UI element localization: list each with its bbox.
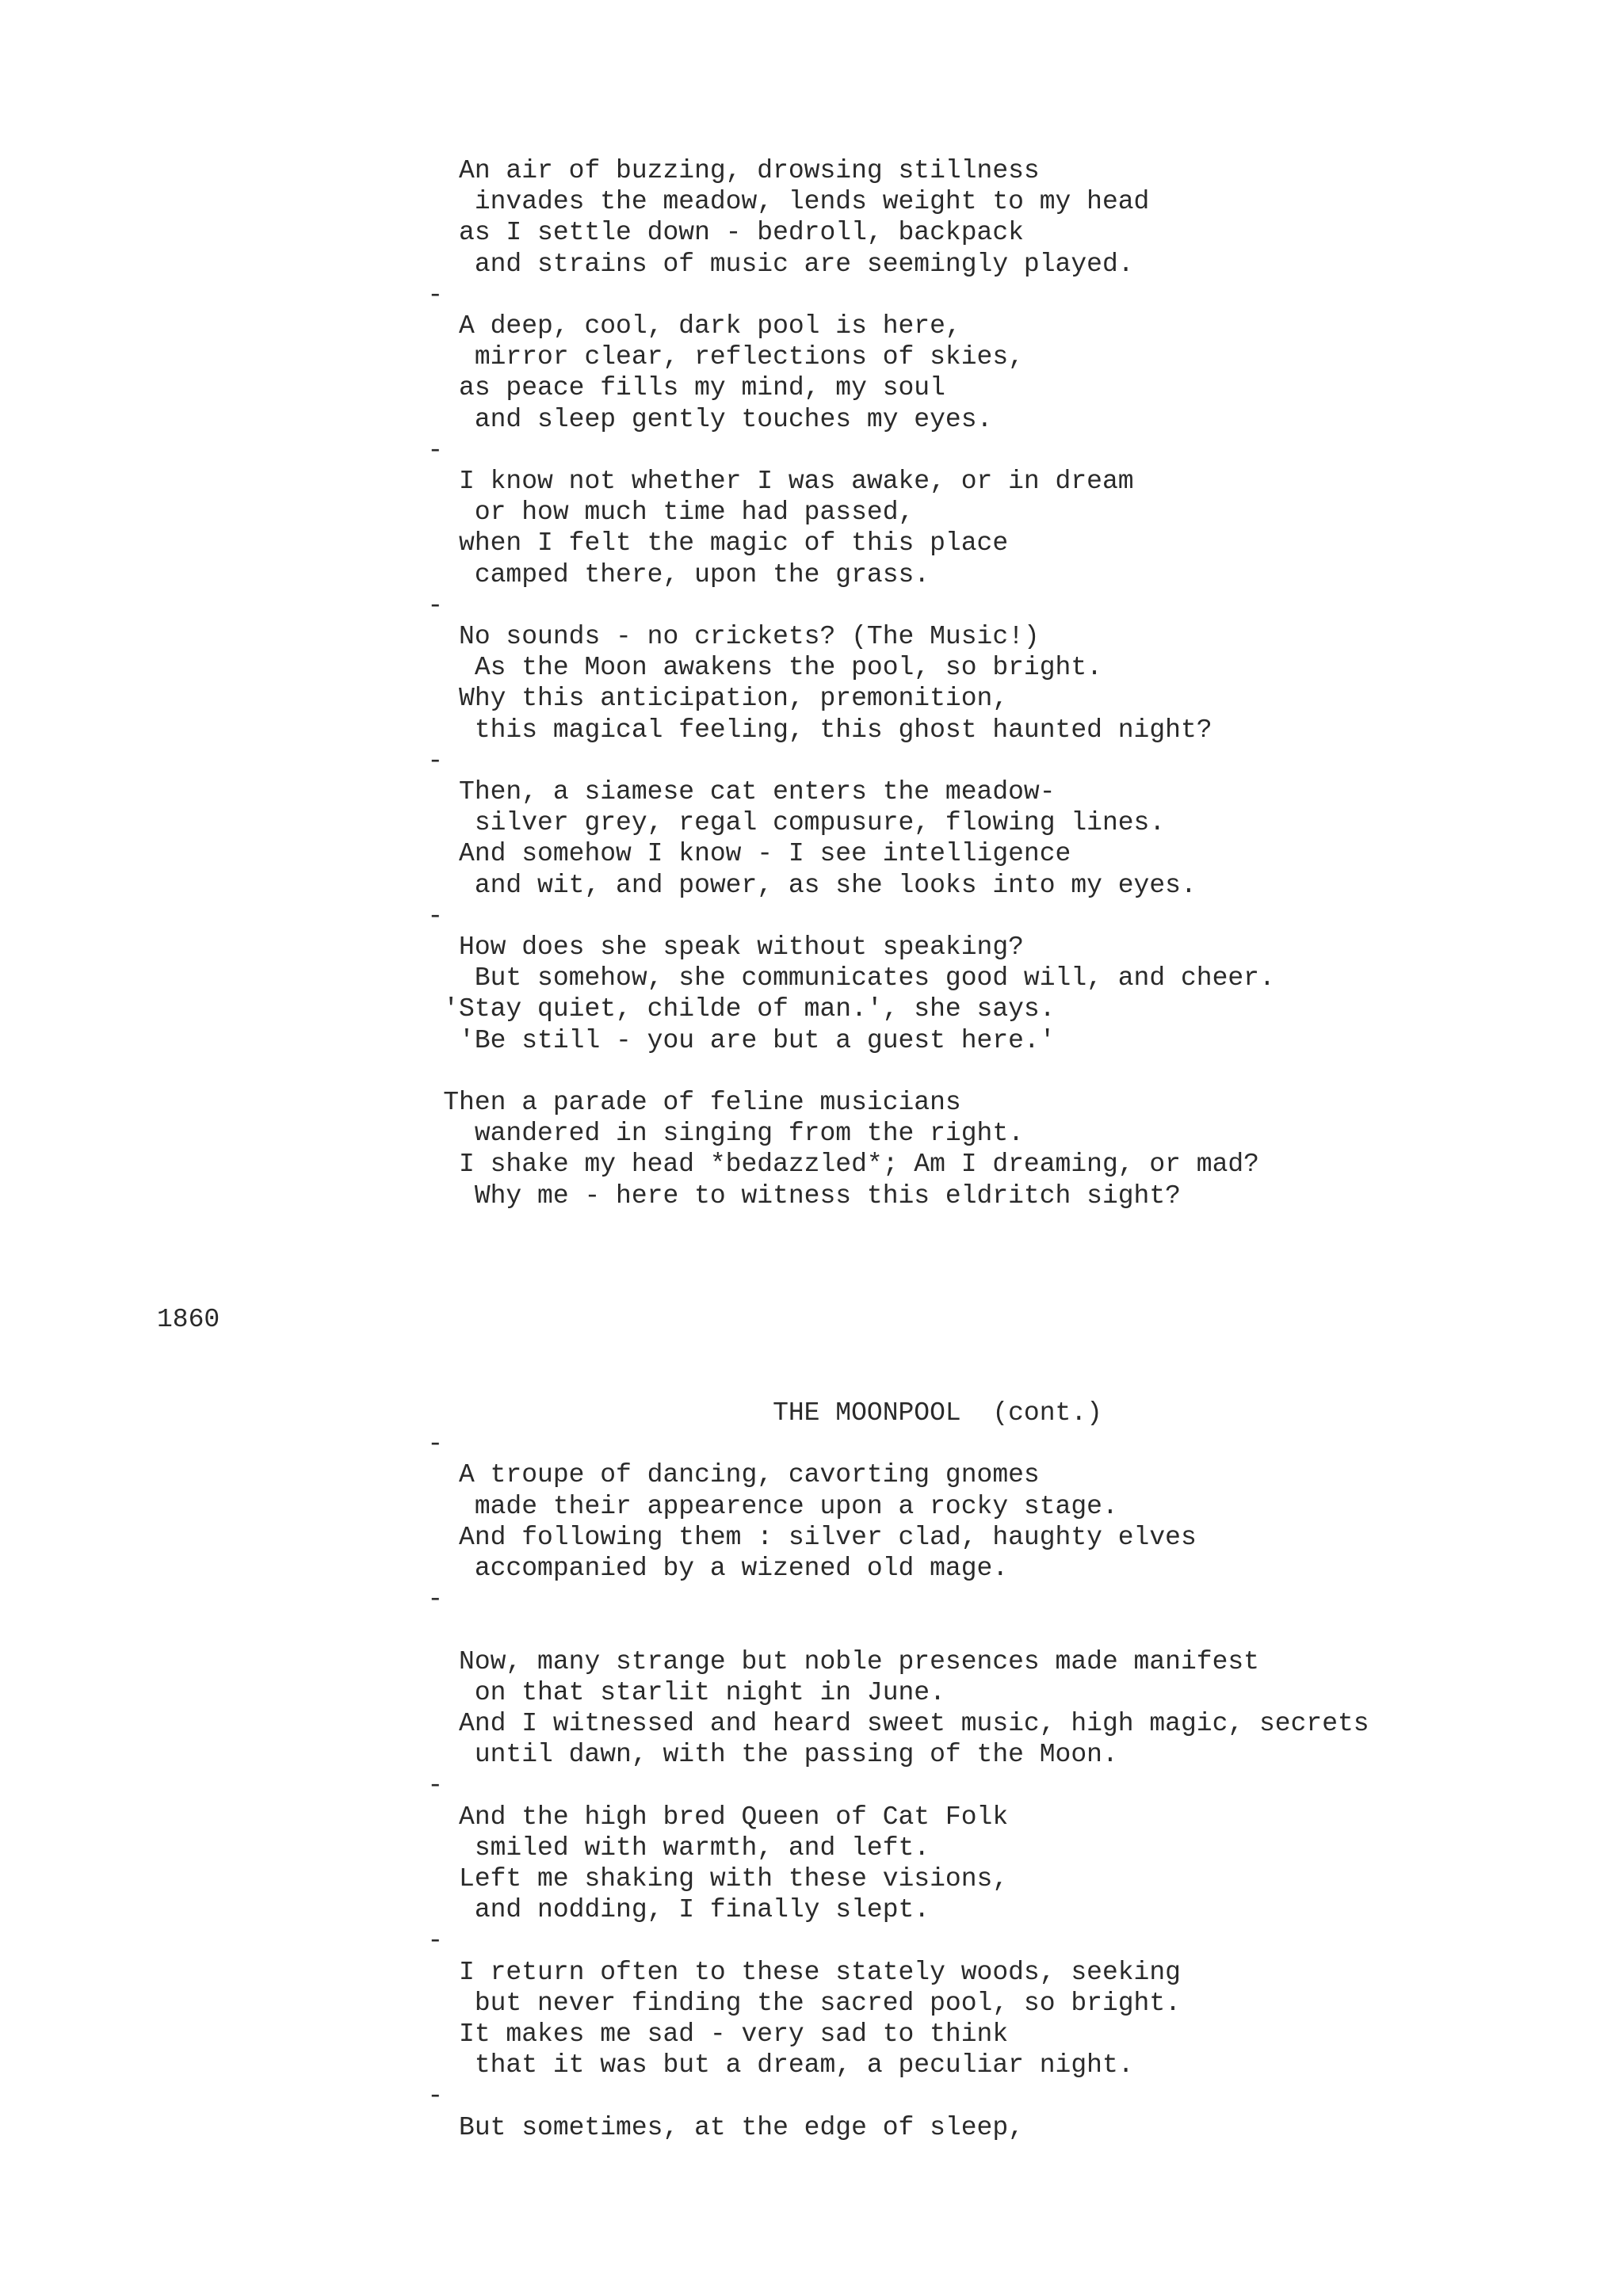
text-line: or how much time had passed, <box>380 498 915 527</box>
text-line: smiled with warmth, and left. <box>380 1833 930 1863</box>
stanza-divider: - <box>380 1771 444 1800</box>
stanza-divider: - <box>380 436 444 465</box>
text-line: But sometimes, at the edge of sleep, <box>380 2113 1024 2142</box>
stanza-divider: - <box>380 1585 444 1614</box>
text-line: It makes me sad - very sad to think <box>380 2019 1009 2049</box>
text-line: Why this anticipation, premonition, <box>380 684 1009 713</box>
text-line: Now, many strange but noble presences made manifest <box>380 1647 1259 1676</box>
text-line: on that starlit night in June. <box>380 1678 945 1707</box>
stanza-divider: - <box>380 2081 444 2111</box>
text-line: And I witnessed and heard sweet music, high magic, secrets <box>380 1709 1369 1738</box>
text-line: when I felt the magic of this place <box>380 528 1009 558</box>
text-line: wandered in singing from the right. <box>380 1119 1024 1148</box>
text-line: Then, a siamese cat enters the meadow- <box>380 777 1056 807</box>
text-line: camped there, upon the grass. <box>380 560 930 589</box>
text-line: And the high bred Queen of Cat Folk <box>380 1802 1009 1832</box>
text-line: An air of buzzing, drowsing stillness <box>380 156 1040 185</box>
text-line: and wit, and power, as she looks into my eyes. <box>380 871 1197 900</box>
stanza-divider: - <box>380 1926 444 1955</box>
text-line: until dawn, with the passing of the Moon. <box>380 1740 1118 1769</box>
stanza-divider: - <box>380 746 444 776</box>
text-line: accompanied by a wizened old mage. <box>380 1554 1009 1583</box>
stanza-divider: - <box>380 280 444 310</box>
text-line: And following them : silver clad, haughty elves <box>380 1523 1197 1552</box>
text-line: as I settle down - bedroll, backpack <box>380 218 1024 247</box>
text-line: But somehow, she communicates good will, and cheer. <box>380 963 1275 993</box>
text-line: A deep, cool, dark pool is here, <box>380 311 961 341</box>
text-line: and nodding, I finally slept. <box>380 1895 930 1924</box>
text-line: 'Stay quiet, childe of man.', she says. <box>380 994 1056 1024</box>
text-line: 'Be still - you are but a guest here.' <box>380 1026 1056 1055</box>
text-line: Then a parade of feline musicians <box>380 1088 961 1117</box>
stanza-divider: - <box>380 1429 444 1459</box>
text-line: I know not whether I was awake, or in dream <box>380 467 1134 496</box>
text-line: And somehow I know - I see intelligence <box>380 839 1071 868</box>
section-heading: THE MOONPOOL (cont.) <box>380 1398 1102 1428</box>
text-line: Why me - here to witness this eldritch sight? <box>380 1181 1181 1211</box>
text-line: as peace fills my mind, my soul <box>380 373 945 402</box>
text-line: made their appearence upon a rocky stage. <box>380 1492 1118 1521</box>
text-line: that it was but a dream, a peculiar night. <box>380 2050 1134 2080</box>
text-line: this magical feeling, this ghost haunted night? <box>380 715 1212 745</box>
text-line: How does she speak without speaking? <box>380 933 1024 962</box>
text-line: silver grey, regal compusure, flowing lines. <box>380 808 1166 837</box>
stanza-divider: - <box>380 591 444 620</box>
text-line: and sleep gently touches my eyes. <box>380 405 993 434</box>
text-line: As the Moon awakens the pool, so bright. <box>380 653 1102 682</box>
text-line: and strains of music are seemingly played. <box>380 250 1134 279</box>
page-number: 1860 <box>157 1305 220 1334</box>
stanza-divider: - <box>380 902 444 931</box>
text-line: I return often to these stately woods, seeking <box>380 1958 1181 1987</box>
text-line: I shake my head *bedazzled*; Am I dreaming, or mad? <box>380 1150 1259 1179</box>
text-line: Left me shaking with these visions, <box>380 1864 1009 1894</box>
text-line: No sounds - no crickets? (The Music!) <box>380 622 1040 651</box>
text-line: invades the meadow, lends weight to my head <box>380 187 1150 216</box>
text-line: but never finding the sacred pool, so bright. <box>380 1989 1181 2018</box>
text-line: A troupe of dancing, cavorting gnomes <box>380 1460 1040 1489</box>
text-line: mirror clear, reflections of skies, <box>380 342 1024 372</box>
